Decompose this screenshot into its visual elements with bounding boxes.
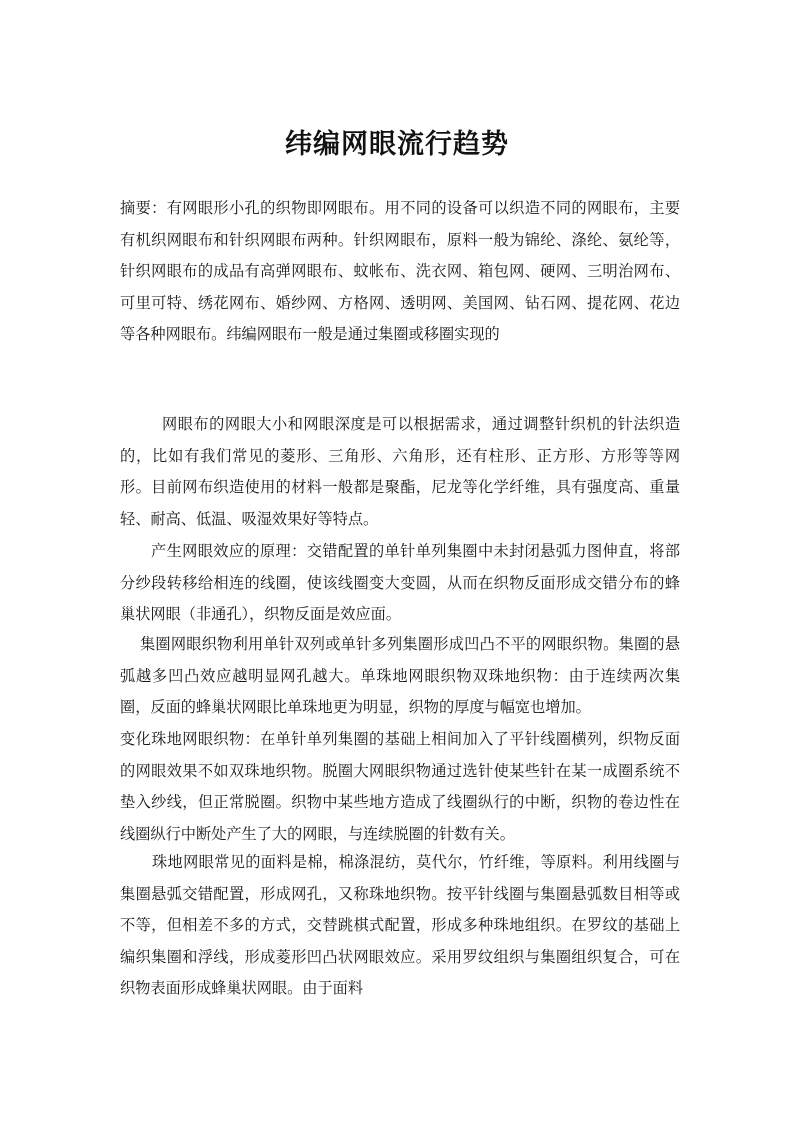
body-paragraph-1: 网眼布的网眼大小和网眼深度是可以根据需求，通过调整针织机的针法织造的，比如有我们常见的菱形、三角形、六角形，还有柱形、正方形、方形等等网形。目前网布织造使用的材料一般都是聚酯，尼龙等化学纤维，具有强度高、重量轻、耐高、低温、吸湿效果好等特点。 bbox=[120, 415, 680, 528]
body-paragraph-5: 珠地网眼常见的面料是棉，棉涤混纺，莫代尔，竹纤维，等原料。利用线圈与集圈悬弧交错配置，形成网孔，又称珠地织物。按平针线圈与集圈悬弧数目相等或不等，但相差不多的方式，交替跳棋式配置，形成多种珠地组织。在罗纹的基础上编织集圈和浮线，形成菱形凹凸状网眼效应。采用罗纹组织与集圈组织复合，可在织物表面形成蜂巢状网眼。由于面料 bbox=[120, 853, 680, 997]
body-paragraph-2: 产生网眼效应的原理：交错配置的单针单列集圈中未封闭悬弧力图伸直，将部分纱段转移给相连的线圈，使该线圈变大变圆，从而在织物反面形成交错分布的蜂巢状网眼（非通孔），织物反面是效应面。 bbox=[120, 542, 680, 623]
body-paragraph-4: 变化珠地网眼织物：在单针单列集圈的基础上相间加入了平针线圈横列，织物反面的网眼效果不如双珠地织物。脱圈大网眼织物通过选针使某些针在某一成圈系统不垫入纱线，但正常脱圈。织物中某些地方造成了线圈纵行的中断，织物的卷边性在线圈纵行中断处产生了大的网眼，与连续脱圈的针数有关。 bbox=[120, 730, 680, 843]
abstract-paragraph: 摘要：有网眼形小孔的织物即网眼布。用不同的设备可以织造不同的网眼布，主要有机织网眼布和针织网眼布两种。针织网眼布，原料一般为锦纶、涤纶、氨纶等，针织网眼布的成品有高弹网眼布、蚊帐布、洗衣网、箱包网、硬网、三明治网布、可里可特、绣花网布、婚纱网、方格网、透明网、美国网、钻石网、提花网、花边等各种网眼布。纬编网眼布一般是通过集圈或移圈实现的 bbox=[120, 199, 680, 343]
body-paragraph-3: 集圈网眼织物利用单针双列或单针多列集圈形成凹凸不平的网眼织物。集圈的悬弧越多凹凸效应越明显网孔越大。单珠地网眼织物双珠地织物：由于连续两次集圈，反面的蜂巢状网眼比单珠地更为明显，织物的厚度与幅宽也增加。 bbox=[120, 635, 680, 716]
document-title: 纬编网眼流行趋势 bbox=[285, 129, 509, 160]
